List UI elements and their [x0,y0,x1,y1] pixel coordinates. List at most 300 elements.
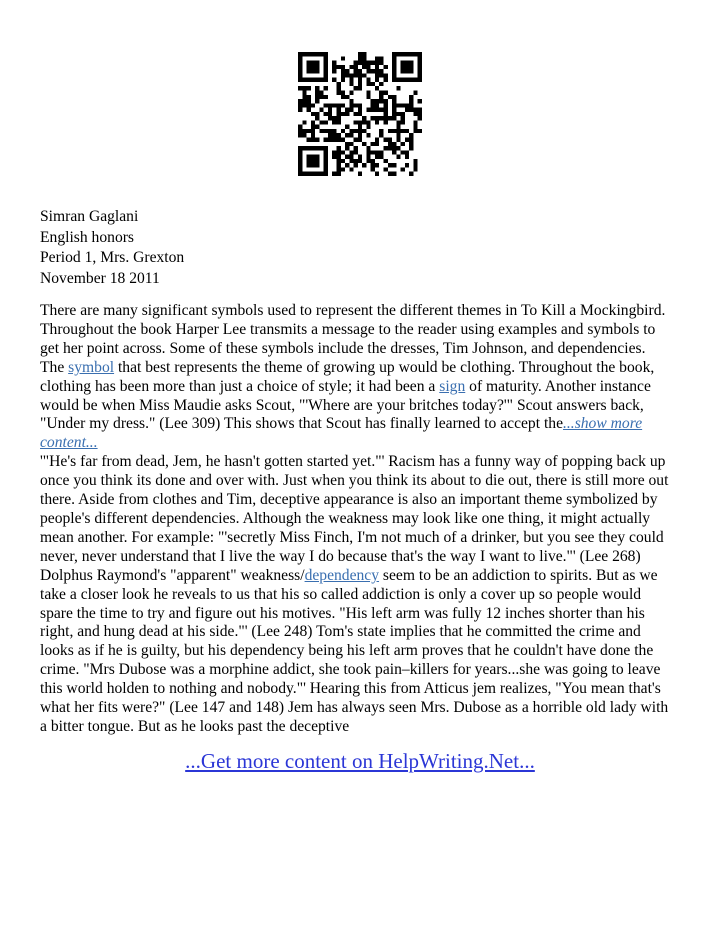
essay-line: spare the time to try and figure out his motives. "His left arm was fully 12 inches shorter than his [40,604,645,622]
qr-module [298,69,302,73]
qr-module [324,138,328,142]
qr-module [336,167,340,171]
qr-module [349,108,353,112]
qr-module [392,95,396,99]
qr-module [388,172,392,176]
qr-module [405,150,409,154]
qr-module [345,108,349,112]
qr-module [401,69,405,73]
qr-module [396,146,400,150]
qr-module [307,52,311,56]
qr-module [332,65,336,69]
qr-module [311,103,315,107]
qr-module [396,52,400,56]
qr-module [311,78,315,82]
qr-module [324,172,328,176]
qr-module [384,99,388,103]
dependency-link[interactable]: dependency [304,566,380,584]
qr-module [405,163,409,167]
qr-module [302,86,306,90]
essay-line [40,567,685,586]
qr-module [345,69,349,73]
qr-module [315,69,319,73]
qr-module [311,172,315,176]
qr-module [298,52,302,56]
qr-module [336,112,340,116]
qr-module [371,82,375,86]
essay-text: seem to be an addiction to spirits. But as we [379,566,658,584]
qr-module [328,133,332,137]
qr-module [332,116,336,120]
qr-module [354,138,358,142]
qr-module [315,112,319,116]
qr-module [319,120,323,124]
qr-module [388,95,392,99]
qr-module [354,146,358,150]
qr-module [349,73,353,77]
qr-module [409,78,413,82]
qr-module [358,73,362,77]
qr-module [354,73,358,77]
author-name: Simran Gaglani [40,208,139,225]
qr-module [302,52,306,56]
qr-module [345,146,349,150]
qr-module [324,167,328,171]
qr-module [366,90,370,94]
qr-module [307,78,311,82]
qr-module [366,65,370,69]
qr-module [336,133,340,137]
period-teacher: Period 1, Mrs. Grexton [40,249,185,266]
qr-module [392,163,396,167]
qr-module [388,163,392,167]
qr-module [298,159,302,163]
qr-module [375,108,379,112]
qr-module [298,56,302,60]
qr-module [298,163,302,167]
qr-module [418,108,422,112]
qr-module [298,172,302,176]
qr-module [332,69,336,73]
qr-module [392,73,396,77]
qr-module [324,155,328,159]
qr-module [341,150,345,154]
qr-module [307,108,311,112]
qr-module [358,52,362,56]
qr-module [375,99,379,103]
qr-module [349,90,353,94]
qr-module [362,52,366,56]
qr-module [328,116,332,120]
qr-module [315,90,319,94]
qr-module [349,142,353,146]
qr-module [298,78,302,82]
qr-module [298,103,302,107]
qr-module [405,155,409,159]
qr-module [371,167,375,171]
qr-module [336,65,340,69]
qr-module [396,133,400,137]
essay-line: mean another. For example: "'secretly Miss Finch, I'm not much of a drinker, but you see they could [40,528,664,546]
essay-line: this world holden to nothing and nobody."' Hearing this from Atticus jem realizes, "You mean that's [40,680,661,698]
qr-module [315,159,319,163]
qr-module [341,73,345,77]
qr-module [302,129,306,133]
qr-module [354,69,358,73]
essay-line: '"He's far from dead, Jem, he hasn't gotten started yet."' Racism has a funny way of popping back up [40,453,666,471]
qr-module [401,116,405,120]
qr-module [311,155,315,159]
qr-module [341,56,345,60]
qr-module [328,103,332,107]
qr-module [319,129,323,133]
document-date: November 18 2011 [40,269,160,287]
qr-module [302,133,306,137]
course-name: English honors [40,228,134,246]
qr-module [379,133,383,137]
qr-module [409,95,413,99]
qr-module [332,133,336,137]
qr-module [409,69,413,73]
qr-module [362,120,366,124]
qr-module [341,138,345,142]
qr-module [413,120,417,124]
qr-module [366,125,370,129]
qr-module [409,133,413,137]
qr-code-graphic [298,52,422,176]
qr-module [409,108,413,112]
get-more-content-link[interactable]: ...Get more content on HelpWriting.Net... [185,749,535,773]
qr-module [349,99,353,103]
qr-module [319,172,323,176]
qr-module [384,78,388,82]
qr-module [392,69,396,73]
qr-module [311,125,315,129]
qr-module [358,155,362,159]
qr-module [336,138,340,142]
qr-module [384,120,388,124]
qr-module [392,116,396,120]
essay-line: once you think its done and over with. Just when you think its about to die out, there is still more out [40,472,669,490]
qr-module [375,142,379,146]
qr-module [307,155,311,159]
qr-module [336,120,340,124]
qr-module [379,95,383,99]
qr-module [311,69,315,73]
qr-module [324,163,328,167]
qr-module [307,163,311,167]
qr-module [332,61,336,65]
qr-module [388,146,392,150]
qr-module [345,112,349,116]
qr-module [418,52,422,56]
qr-module [341,78,345,82]
essay-text: clothing has been more than just a choice of style; it had been a [40,377,440,395]
qr-module [307,61,311,65]
qr-module [311,146,315,150]
qr-module [401,52,405,56]
qr-module [324,86,328,90]
qr-module [336,103,340,107]
qr-module [341,159,345,163]
sign-link[interactable]: sign [439,377,466,395]
qr-module [358,159,362,163]
qr-module [405,52,409,56]
qr-module [307,99,311,103]
qr-module [345,73,349,77]
qr-module [371,159,375,163]
qr-module [336,159,340,163]
qr-module [336,172,340,176]
qr-module [384,90,388,94]
qr-module [311,52,315,56]
qr-module [409,52,413,56]
qr-module [328,112,332,116]
essay-line: crime. "Mrs Dubose was a morphine addict, she took pain–killers for years...she was going to leave [40,661,661,679]
qr-module [354,163,358,167]
qr-module [336,155,340,159]
qr-module [392,129,396,133]
essay-line: take a closer look he reveals to us that his so called addiction is only a cover up so people would [40,585,642,603]
qr-module [392,108,396,112]
qr-module [341,103,345,107]
qr-module [349,159,353,163]
qr-module [354,112,358,116]
qr-module [298,150,302,154]
qr-module [409,61,413,65]
qr-module [413,159,417,163]
qr-module [332,150,336,154]
qr-module [315,99,319,103]
qr-module [396,120,400,124]
qr-module [392,56,396,60]
qr-module [298,73,302,77]
qr-module [319,146,323,150]
qr-module [345,133,349,137]
qr-module [345,125,349,129]
qr-module [349,167,353,171]
qr-module [349,133,353,137]
qr-module [332,78,336,82]
qr-module [396,138,400,142]
qr-module [371,163,375,167]
qr-module [298,86,302,90]
qr-module [379,90,383,94]
qr-module [324,78,328,82]
qr-module [302,146,306,150]
qr-module [388,142,392,146]
qr-module [307,138,311,142]
qr-module [336,108,340,112]
symbol-link[interactable]: symbol [68,358,115,376]
qr-module [366,159,370,163]
qr-module [392,65,396,69]
qr-module [307,146,311,150]
qr-module [362,142,366,146]
qr-module [362,163,366,167]
qr-module [302,95,306,99]
essay-line: there. Aside from clothes and Tim, deceptive appearance is also an important theme symbolized by [40,491,658,509]
qr-module [324,150,328,154]
qr-module [358,112,362,116]
qr-module [345,163,349,167]
qr-module [315,52,319,56]
qr-module [401,103,405,107]
qr-module [366,150,370,154]
qr-module [298,99,302,103]
qr-module [401,112,405,116]
qr-module [375,155,379,159]
essay-text: that best represents the theme of growing up would be clothing. Throughout the book, [114,358,655,376]
qr-module [396,155,400,159]
qr-module [324,120,328,124]
qr-module [345,95,349,99]
qr-module [396,78,400,82]
qr-module [324,73,328,77]
essay-line: There are many significant symbols used to represent the different themes in To Kill a Mockingbird. [40,302,666,319]
qr-module [375,61,379,65]
qr-module [354,65,358,69]
qr-module [315,163,319,167]
qr-module [366,69,370,73]
qr-module [324,69,328,73]
qr-module [384,65,388,69]
qr-module [418,99,422,103]
qr-module [298,125,302,129]
qr-module [413,125,417,129]
qr-module [384,138,388,142]
qr-module [324,56,328,60]
qr-module [392,146,396,150]
qr-module [319,90,323,94]
qr-module [396,129,400,133]
qr-module [345,142,349,146]
qr-module [384,73,388,77]
qr-module [332,138,336,142]
qr-module [354,61,358,65]
qr-module [324,52,328,56]
qr-module [354,86,358,90]
qr-module [375,138,379,142]
essay-text: Dolphus Raymond's "apparent" weakness/ [40,566,305,584]
qr-module [392,112,396,116]
qr-module [371,108,375,112]
qr-module [375,78,379,82]
essay-body [40,302,685,737]
qr-module [392,61,396,65]
qr-module [375,65,379,69]
qr-module [371,150,375,154]
qr-module [358,108,362,112]
qr-module [315,61,319,65]
qr-module [413,90,417,94]
qr-module [302,172,306,176]
qr-module [336,90,340,94]
qr-module [349,78,353,82]
qr-module [371,61,375,65]
qr-module [418,61,422,65]
qr-module [336,116,340,120]
qr-module [379,129,383,133]
qr-module [418,78,422,82]
qr-module [315,172,319,176]
qr-module [418,116,422,120]
qr-module [311,65,315,69]
qr-module [375,56,379,60]
qr-module [354,120,358,124]
qr-module [401,142,405,146]
essay-line: Throughout the book Harper Lee transmits a message to the reader using examples and symbols to [40,320,656,338]
qr-module [319,95,323,99]
qr-module [354,103,358,107]
qr-module [409,99,413,103]
qr-module [405,78,409,82]
qr-module [401,167,405,171]
qr-module [332,120,336,124]
qr-module [362,73,366,77]
qr-module [388,116,392,120]
qr-module [315,138,319,142]
qr-module [307,129,311,133]
qr-module [358,78,362,82]
qr-module [341,167,345,171]
qr-module [315,146,319,150]
qr-module [358,56,362,60]
qr-module [324,159,328,163]
show-more-link[interactable]: ...show more [563,415,643,433]
qr-module [341,69,345,73]
essay-line: what her fits were?" (Lee 147 and 148) Jem has always seen Mrs. Dubose as a horrible old lady with [40,699,669,717]
qr-module [332,172,336,176]
qr-module [384,112,388,116]
essay-line [40,415,685,434]
qr-module [358,103,362,107]
qr-module [302,78,306,82]
qr-module [302,90,306,94]
qr-module [358,172,362,176]
qr-module [358,133,362,137]
qr-module [358,61,362,65]
qr-module [409,103,413,107]
qr-module [375,172,379,176]
qr-module [358,82,362,86]
qr-module [302,120,306,124]
qr-module [311,112,315,116]
qr-module [396,86,400,90]
qr-module [298,108,302,112]
qr-module [311,133,315,137]
qr-module [336,86,340,90]
qr-module [298,133,302,137]
qr-module [315,78,319,82]
qr-module [315,86,319,90]
show-more-link-continued[interactable]: content... [40,434,98,452]
qr-module [362,129,366,133]
qr-module [362,116,366,120]
qr-module [358,138,362,142]
qr-module [319,78,323,82]
qr-module [375,120,379,124]
qr-module [379,73,383,77]
qr-module [328,108,332,112]
qr-module [366,146,370,150]
qr-module [324,112,328,116]
qr-module [375,163,379,167]
qr-module [409,142,413,146]
qr-module [362,65,366,69]
qr-module [396,112,400,116]
qr-module [324,146,328,150]
